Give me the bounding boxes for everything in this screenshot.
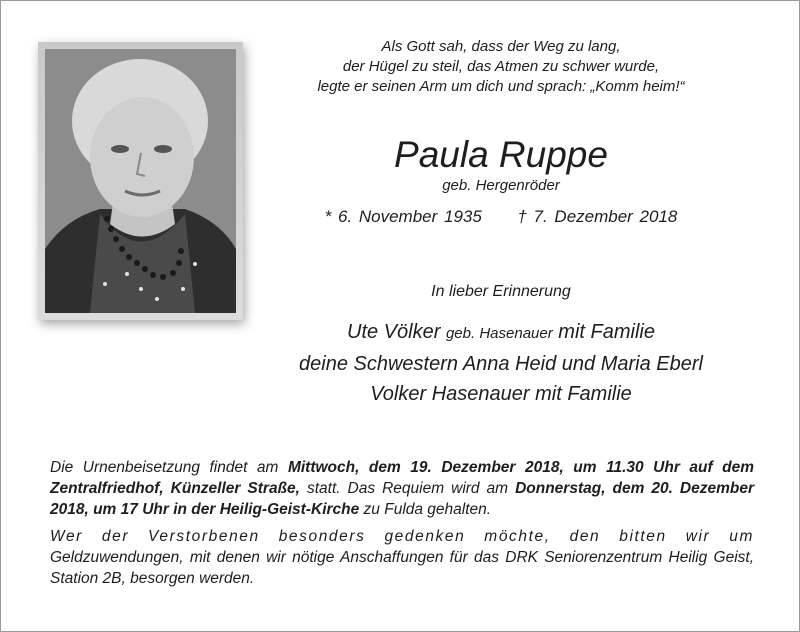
portrait-photo <box>45 49 236 313</box>
birth-date: 6. November 1935 <box>337 207 482 226</box>
funeral-bold-text: Mittwoch, dem 19. Dezember 2018, um 11.30 Uhr auf dem Zentralfriedhof, Künzeller Straße, <box>50 459 755 497</box>
funeral-info <box>50 457 754 589</box>
funeral-bold-text: Donnerstag, dem 20. Dezember 2018, um 17 Uhr in der Heilig-Geist-Kirche <box>50 480 754 518</box>
mourner-line: Volker Hasenauer mit Familie <box>370 383 632 405</box>
death-date: 7. Dezember 2018 <box>533 207 678 226</box>
poem-line: legte er seinen Arm um dich und sprach: „Komm heim!“ <box>317 78 685 95</box>
mourner-suffix: mit Familie <box>558 321 655 343</box>
portrait-frame <box>38 42 243 320</box>
funeral-text: Die Urnenbeisetzung findet am <box>50 459 288 476</box>
death-symbol: † <box>517 207 527 226</box>
mourner-birth-name: geb. Hasenauer <box>445 325 553 342</box>
mourner-line <box>231 317 771 349</box>
birth-name: geb. Hergenröder <box>442 177 560 194</box>
poem-line: der Hügel zu steil, das Atmen zu schwer wurde, <box>342 58 660 75</box>
donation-text: Wer der Verstorbenen besonders gedenken möchte, den bitten wir um <box>50 528 754 545</box>
life-dates <box>301 207 701 227</box>
donation-text: Geldzuwendungen, mit denen wir nötige Anschaffungen für das DRK Seniorenzentrum Heilig Geist, Station 2B, besorgen werden. <box>50 549 754 587</box>
mourners <box>231 317 771 409</box>
memory-line: In lieber Erinnerung <box>431 283 571 300</box>
poem <box>281 37 721 97</box>
birth-symbol: * <box>324 207 332 226</box>
mourner-line: deine Schwestern Anna Heid und Maria Eberl <box>299 353 703 375</box>
mourner-name: Ute Völker <box>347 321 441 343</box>
funeral-text: zu Fulda gehalten. <box>359 501 492 518</box>
funeral-paragraph <box>50 457 754 520</box>
donation-paragraph <box>50 526 754 589</box>
funeral-text: statt. Das Requiem wird am <box>299 480 516 497</box>
poem-line: Als Gott sah, dass der Weg zu lang, <box>381 38 621 55</box>
deceased-name: Paula Ruppe <box>394 134 608 175</box>
